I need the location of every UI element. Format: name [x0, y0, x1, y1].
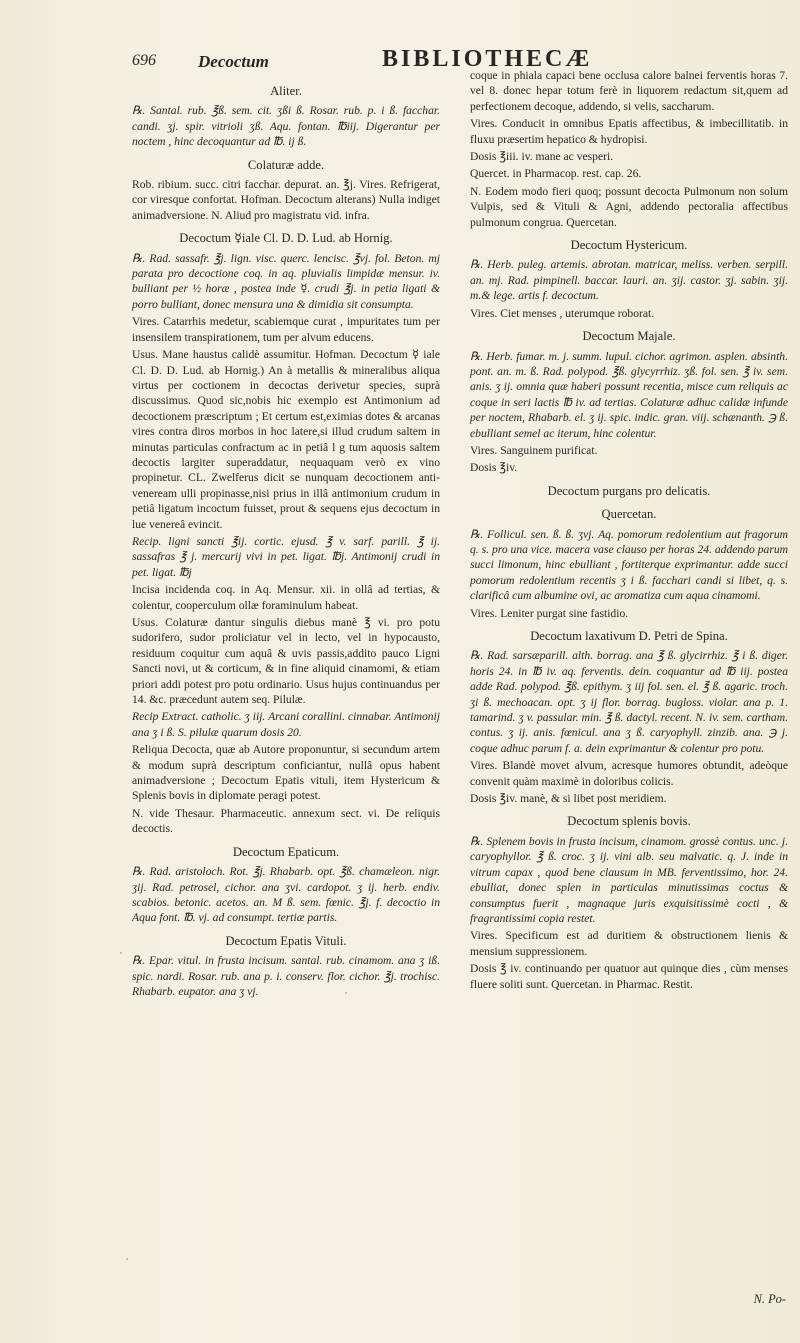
running-title: BIBLIOTHECÆ [382, 46, 593, 72]
body-paragraph: Vires. Catarrhis medetur, scabiemque curat , impuritates tum per insensilem transpirationem, tum per alvum educens. [132, 315, 440, 344]
body-paragraph: Quercet. in Pharmacop. rest. cap. 26. [470, 167, 642, 181]
section-heading: Aliter. [270, 84, 302, 98]
section-heading: Decoctum Epaticum. [232, 844, 340, 859]
recipe-paragraph: ℞. Rad. sassafr. ℥j. lign. visc. querc. lencisc. ℥vj. fol. Beton. mj parata pro decoctione coq. in aq. pluvialis limpidæ mensur. iv. bulliant per ½ horæ , postea inde ☿. crudi ℥j. in petia ligati & porro bulliant, donec mensura una & dimidia sit consumpta. [132, 251, 440, 311]
recipe-paragraph: ℞. Rad. aristoloch. Rot. ℥j. Rhabarb. opt. ℥ß. chamæleon. nigr. ʒij. Rad. petrosel, cichor. ana ʒvi. cardopot. ʒ ij. herb. endiv. scabios. betonic. acetos. an. M ß. sem. fœnic. ℥j. f. decoctio in Aqua font. ℔. vj. ad consumpt. tertiæ partis. [132, 865, 440, 925]
section-heading: Decoctum ☿iale Cl. D. D. Lud. ab Hornig. [179, 231, 393, 246]
body-paragraph: Dosis ℥iii. iv. mane ac vesperi. [470, 150, 614, 164]
catchword: N. Po- [753, 1292, 786, 1306]
recipe-paragraph: ℞. Follicul. sen. ß. ß. ʒvj. Aq. pomorum redolentium aut fragorum q. s. pro una vice. macera vase clauso per horas 24. addendo parum succi limonum, hinc ebulliant , fortiterque exprimantur. adde succi pomorum redolentium recentis ʒ i ß. facchari candi si libet, q. s. clarificâ cum albumine ovi, ac aromatiza cum aqua cinamomi. [470, 527, 788, 603]
body-paragraph: Vires. Conducit in omnibus Epatis affectibus, & imbecillitatib. in fluxu præsertim hepatico & hydropisi. [470, 117, 788, 146]
recipe-paragraph: ℞. Epar. vitul. in frusta incisum. santal. rub. cinamom. ana ʒ iß. spic. nardi. Rosar. rub. ana p. i. conserv. flor. cichor. ℥j. trochisc. Rhabarb. eupator. ana ʒ vj. [132, 954, 440, 998]
section-heading: Decoctum Majale. [582, 329, 676, 344]
running-headword: Decoctum [198, 52, 269, 71]
recipe-paragraph: ℞. Rad. sarsæparill. alth. borrag. ana ℥ ß. glycirrhiz. ℥ i ß. diger. horis 24. in ℔ iv. aq. ferventis. dein. coquantur ad ℔ iij. postea adde Rad. polypod. ℥ß. epithym. ʒ iij fol. sen. el. ℥ ß. agaric. troch. ʒi ß. mechoacan. opt. ʒ ij flor. borrag. bugloss. violar. ana p. 1. tamarind. ʒ v. passular. min. ℥ ß. dactyl. recent. N. iv. sem. cartham. contus. ʒ ij. anis. fœnicul. ana ʒ ß. caryophyll. zinzib. ana. ℈ j. coque adhuc parum f. a. dein exprimantur & colentur pro potu. [470, 649, 788, 755]
recipe-paragraph: ℞. Herb. fumar. m. j. summ. lupul. cichor. agrimon. asplen. absinth. pont. an. m. ß. Rad. polypod. ℥ß. glycyrrhiz. ʒß. fol. sen. ℥ iv. sem. anis. ʒ ij. omnia quæ haberi possunt recentia, misce cum reliquis ac coque in seri lactis ℔ iv. ad tertias. Colaturæ adhuc calidæ infunde per noctem, Rhabarb. el. ʒ ij. spic. indic. gran. viij. schænanth. ℈ ß. ebulliant semel ac iterum, hinc colentur. [470, 349, 788, 440]
body-paragraph: Dosis ℥iv. [470, 461, 518, 475]
section-heading: Decoctum laxativum D. Petri de Spina. [530, 629, 728, 643]
body-paragraph: Dosis ℥iv. manè, & si libet post meridiem. [470, 792, 667, 806]
paper-speck [345, 992, 347, 994]
body-paragraph: N. vide Thesaur. Pharmaceutic. annexum sect. vi. De reliquis decoctis. [132, 806, 440, 836]
body-paragraph: N. Eodem modo fieri quoq; possunt decocta Pulmonum non solum Vulpis, sed & Vituli & Agni, addendo pectoralia affectibus pulmonum congrua. Quercetan. [470, 184, 788, 229]
body-paragraph: Usus. Mane haustus calidè assumitur. Hofman. Decoctum ☿ iale Cl. D. D. Lud. ab Hornig.) An à metallis & mineralibus aliqua virtus per coctionem in decoctas derivetur species, suprà discussimus. Quod sic,nobis hic exemplo est Antimonium ad decoctionem præscriptum ; Et certum est,eximias dotes & arcanas vires contra diros morbos in hoc latere,si illud crudum saltem in minutas particulas confractum ac in petiâ l g tum aquosis saltem decoctis largiter superaddatur, nequaquam verò ex vino propinetur. CL. Zwelferus dicit se nunquam decoctionem anti-veneream ulli propinasse,nisi prius in illâ antimonium crudum in petiâ ligatum incoctum fuisset, prout & sequens ejus decoctum in lue venereâ evincit. [132, 348, 440, 531]
section-heading: Quercetan. [601, 507, 657, 522]
body-paragraph: Incisa incidenda coq. in Aq. Mensur. xii. in ollâ ad tertias, & colentur, cooperculum ollæ foraminulum habeat. [132, 583, 440, 612]
recipe-paragraph: Recip Extract. catholic. ʒ iij. Arcani corallini. cinnabar. Antimonij ana ʒ i ß. S. pilulæ quarum dosis 20. [132, 710, 440, 739]
section-heading: Decoctum purgans pro delicatis. [547, 483, 711, 498]
body-paragraph: Reliqua Decocta, quæ ab Autore proponuntur, si secundum artem & modum suprà descriptum conficiantur, nullâ opus habent animadversione ; Decoctum Epatis vituli, item Hystericum & Splenis bovis in diplomate peragi potest. [132, 743, 440, 803]
paper-speck [126, 1258, 128, 1260]
recipe-paragraph: ℞. Herb. puleg. artemis. abrotan. matricar, meliss. verben. serpill. an. mj. Rad. pimpinell. baccar. lauri. an. ʒij. castor. ʒj. sabin. ʒij. m.& lege. artis f. decoctum. [470, 258, 788, 303]
section-heading: Decoctum Epatis Vituli. [225, 933, 347, 948]
section-heading: Colaturæ adde. [247, 157, 325, 172]
body-paragraph: Usus. Colaturæ dantur singulis diebus manè ℥ vi. pro potu sudorifero, sudor proliciatur vel in lecto, vel in hypocausto, residuum coquitur cum aquâ & uvis passis,addito pauco Ligni Sancti novi, ut & corticum, & in fine aliquid cinamomi, & etiam priori addi potest pro potu ordinario. Usus hujus continuandus per 14. &c. præcedunt autem seq. Pilulæ. [132, 616, 440, 707]
body-paragraph: Vires. Ciet menses , uterumque roborat. [470, 306, 655, 320]
paper-speck [120, 952, 122, 954]
right-column [470, 68, 788, 994]
section-heading: Decoctum splenis bovis. [567, 814, 691, 829]
body-paragraph: Dosis ℥ iv. continuando per quatuor aut quinque dies , cùm menses fluere soliti sunt. Quercetan. in Pharmac. Restit. [470, 962, 788, 991]
recipe-paragraph: ℞. Splenem bovis in frusta incisum, cinamom. grossè contus. unc. j. caryophyllor. ℥ ß. croc. ʒ ij. vini alb. seu malvatic. q. J. inde in vitrum capax , quod bene clausum in MB. ferventissimo, hor. 24. ebulliat, donec splen in particulas minutissimas coctus & consumptus fuerit , magnaque juris exquisitissimè cocti , & fragrantissimi copia restet. [470, 834, 788, 925]
body-paragraph: Vires. Specificum est ad duritiem & obstructionem lienis & mensium suppressionem. [470, 929, 788, 958]
body-paragraph: Vires. Blandè movet alvum, acresque humores obtundit, adeòque convenit quàm maximè in doloribus colicis. [470, 759, 788, 788]
body-paragraph: coque in phiala capaci bene occlusa calore balnei ferventis horas 7. vel 8. donec hepar totum ferè in liquorem redactum sit,quem ad perfectionem decoque, addendo, si velis, saccharum. [470, 69, 788, 113]
body-paragraph: Vires. Leniter purgat sine fastidio. [470, 606, 629, 620]
page-number: 696 [132, 52, 156, 69]
body-paragraph: Vires. Sanguinem purificat. [470, 443, 598, 457]
recipe-paragraph: ℞. Santal. rub. ℥ß. sem. cit. ʒßi ß. Rosar. rub. p. i ß. facchar. candi. ʒj. spir. vitrioli ʒß. Aqu. fontan. ℔iij. Digerantur per noctem , hinc decoquantur ad ℔. ij ß. [132, 104, 440, 149]
left-column [132, 76, 440, 1001]
section-heading: Decoctum Hystericum. [570, 238, 688, 253]
body-paragraph: Rob. ribium. succ. citri facchar. depurat. an. ℥j. Vires. Refrigerat, cor viresque confortat. Hofman. Decoctum alterans) Nulla indiget animadversione. N. Aliud pro magistratu vid. infra. [132, 178, 440, 222]
recipe-paragraph: Recip. ligni sancti ℥ij. cortic. ejusd. ℥ v. sarf. parill. ℥ ij. sassafras ℥ j. mercurij vivi in pet. ligat. ℔j. Antimonij crudi in pet. ligat. ℔j [132, 534, 440, 579]
